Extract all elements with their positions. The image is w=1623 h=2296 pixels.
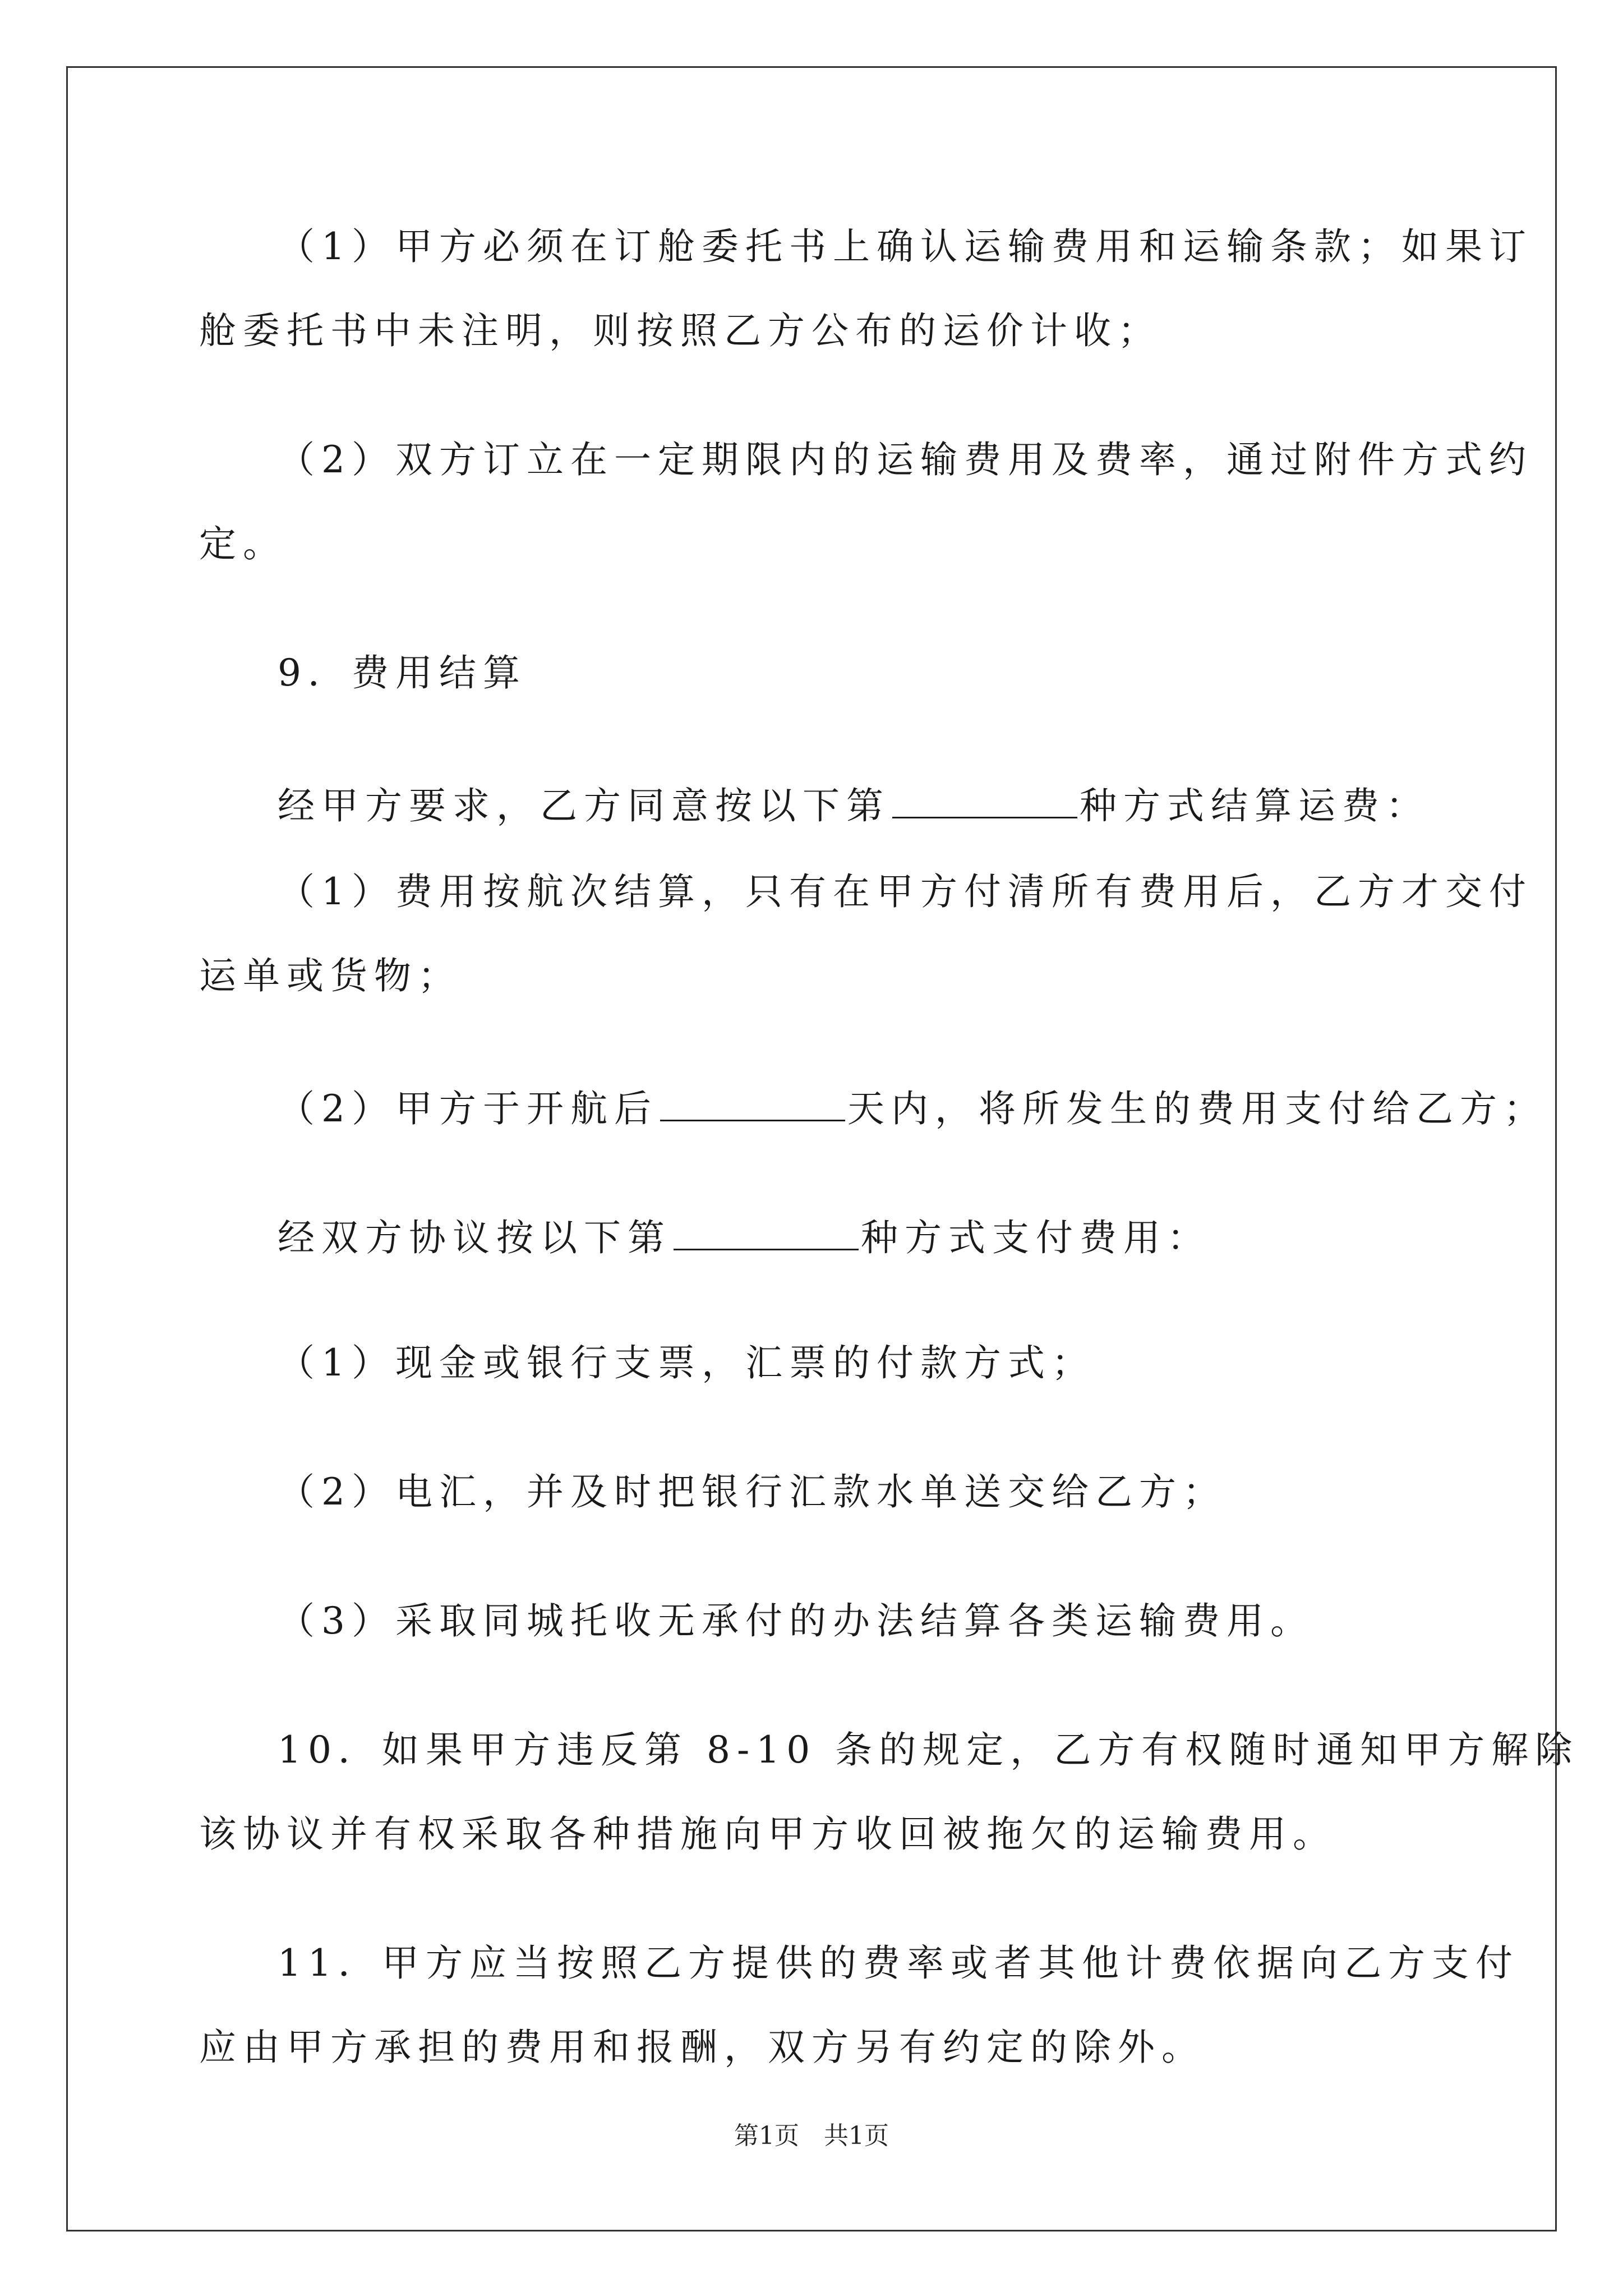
paragraph-line — [278, 869, 1533, 914]
text: （3）采取同城托收无承付的办法结算各类运输费用。 — [278, 1599, 1314, 1642]
paragraph-line — [278, 1083, 1547, 1131]
paragraph-line — [278, 1941, 1519, 1986]
paragraph-line — [199, 1812, 1336, 1857]
text: 9．费用结算 — [278, 651, 527, 694]
text: 10．如果甲方违反第 8-10 条的规定，乙方有权随时通知甲方解除 — [278, 1728, 1579, 1772]
paragraph-line — [199, 309, 1161, 353]
text: 经双方协议按以下第 — [278, 1216, 671, 1259]
text: 经甲方要求，乙方同意按以下第 — [278, 784, 890, 827]
page-number: 第1页 共1页 — [734, 2122, 889, 2150]
fill-in-blank[interactable] — [660, 1083, 845, 1121]
paragraph-line — [278, 1341, 1095, 1386]
text: （1）现金或银行支票，汇票的付款方式； — [278, 1341, 1095, 1384]
paragraph-line — [278, 224, 1533, 269]
text: （2）双方订立在一定期限内的运输费用及费率，通过附件方式约 — [278, 438, 1533, 481]
paragraph-line — [278, 1470, 1227, 1515]
paragraph-line — [199, 2025, 1205, 2070]
text: 种方式结算运费： — [1080, 784, 1430, 827]
text: （1）费用按航次结算，只有在甲方付清所有费用后，乙方才交付 — [278, 870, 1533, 913]
fill-in-blank[interactable] — [892, 780, 1077, 818]
page-border — [66, 66, 1557, 2231]
text: （2）电汇，并及时把银行汇款水单送交给乙方； — [278, 1470, 1227, 1513]
paragraph-line — [278, 1212, 1211, 1260]
section-heading — [278, 651, 527, 696]
paragraph-line — [278, 780, 1430, 829]
paragraph-line — [199, 522, 287, 567]
text: 运单或货物； — [199, 954, 462, 997]
paragraph-line — [278, 1728, 1579, 1773]
paragraph-line — [278, 438, 1533, 482]
text: 该协议并有权采取各种措施向甲方收回被拖欠的运输费用。 — [199, 1812, 1336, 1856]
fill-in-blank[interactable] — [674, 1212, 859, 1250]
text: 11．甲方应当按照乙方提供的费率或者其他计费依据向乙方支付 — [278, 1941, 1519, 1985]
paragraph-line — [199, 954, 462, 999]
text: 定。 — [199, 522, 287, 565]
paragraph-line — [278, 1599, 1314, 1644]
text: 天内，将所发生的费用支付给乙方； — [847, 1087, 1547, 1130]
text: 应由甲方承担的费用和报酬，双方另有约定的除外。 — [199, 2026, 1205, 2069]
text: 种方式支付费用： — [861, 1216, 1211, 1259]
text: 舱委托书中未注明，则按照乙方公布的运价计收； — [199, 309, 1161, 352]
text: （2）甲方于开航后 — [278, 1087, 658, 1130]
text: （1）甲方必须在订舱委托书上确认运输费用和运输条款；如果订 — [278, 225, 1533, 268]
